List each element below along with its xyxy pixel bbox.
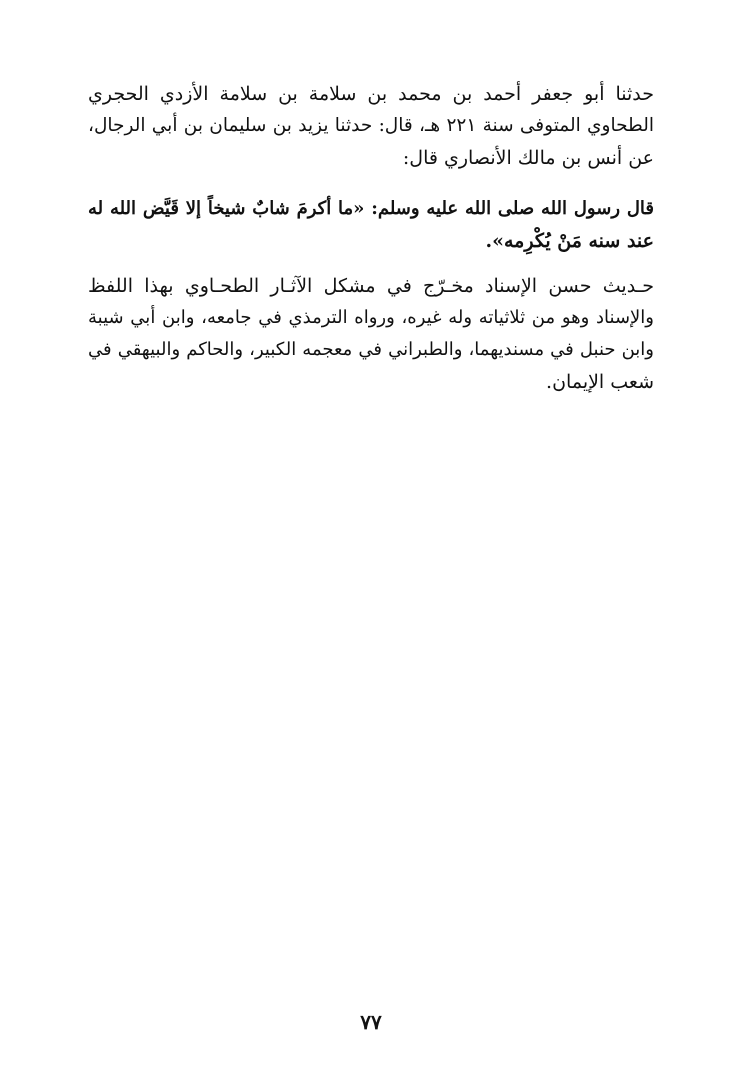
- commentary-line-1: حـديث حسن الإسناد مخـرّج في مشكل الآثـار الطحـاوي بهذا اللفظ: [88, 275, 654, 297]
- hadith-paragraph: [88, 192, 654, 258]
- isnad-line-1: حدثنا أبو جعفر أحمد بن محمد بن سلامة بن سلامة الأزدي الحجري: [88, 83, 654, 105]
- isnad-line-2: الطحاوي المتوفى سنة ٢٢١ هـ، قال: حدثنا يزيد بن سليمان بن أبي الرجال،: [88, 115, 654, 136]
- commentary-paragraph: [88, 270, 654, 398]
- isnad-paragraph: [88, 78, 654, 174]
- page-number: ٧٧: [360, 1010, 382, 1034]
- hadith-line-1: قال رسول الله صلى الله عليه وسلم: «ما أكرمَ شابٌ شيخاً إلا قَيَّض الله له: [88, 198, 654, 219]
- commentary-line-3: وابن حنبل في مسنديهما، والطبراني في معجمه الكبير، والحاكم والبيهقي في: [88, 339, 654, 360]
- isnad-line-3: عن أنس بن مالك الأنصاري قال:: [402, 147, 654, 169]
- commentary-line-4: شعب الإيمان.: [546, 371, 654, 393]
- commentary-line-2: والإسناد وهو من ثلاثياته وله غيره، ورواه الترمذي في جامعه، وابن أبي شيبة: [88, 307, 654, 328]
- hadith-line-2: عند سنه مَنْ يُكْرِمه».: [485, 230, 654, 252]
